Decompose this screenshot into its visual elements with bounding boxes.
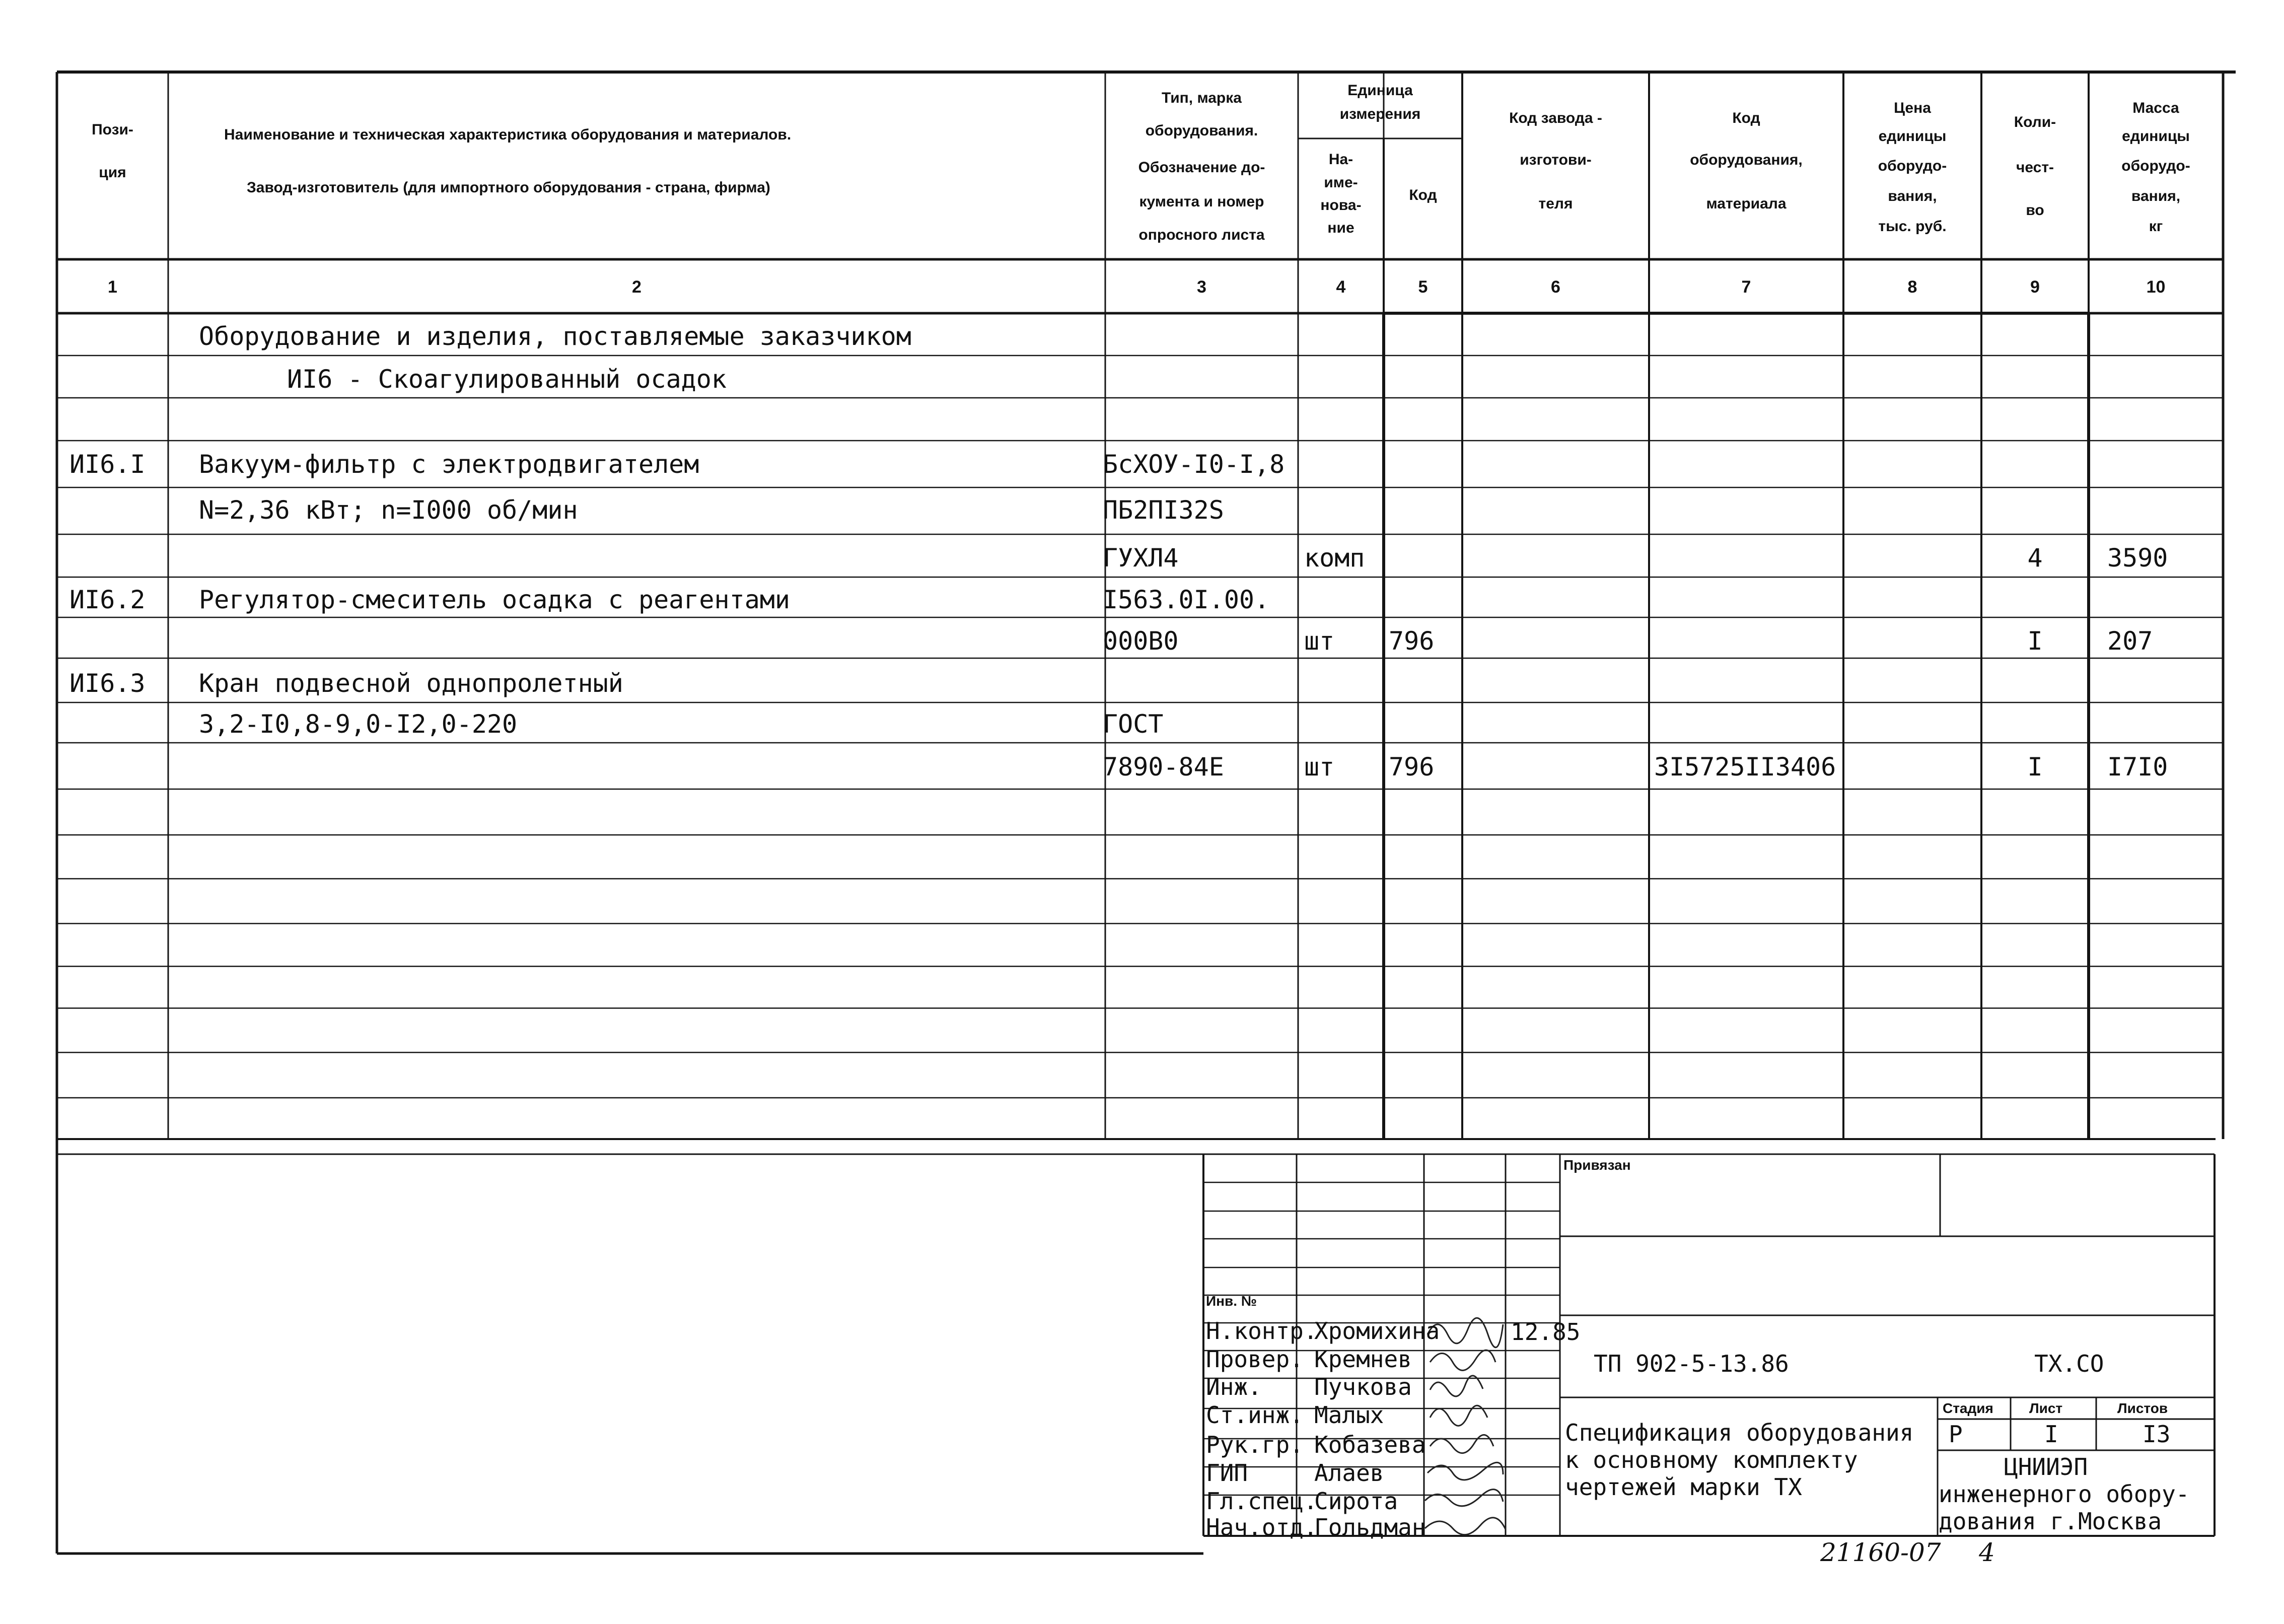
signature-date: 12.85 — [1511, 1318, 1581, 1346]
row-name: Регулятор-смеситель осадка с реагентами — [199, 585, 790, 614]
handwritten-signature — [1425, 1490, 1503, 1506]
column-number: 10 — [2146, 277, 2166, 297]
header-type: Обозначение до- — [1138, 159, 1265, 176]
header-unit-code: Код — [1409, 187, 1437, 203]
row-type: 7890-84Е — [1103, 752, 1224, 782]
row-quantity: 4 — [2027, 543, 2043, 573]
document-title: к основному комплекту — [1565, 1446, 1858, 1473]
header-material-code: Код — [1732, 110, 1760, 126]
header-quantity: Коли- — [2014, 114, 2056, 130]
header-unit-group: измерения — [1339, 106, 1421, 122]
header-price: вания, — [1888, 188, 1937, 204]
header-mass: кг — [2149, 218, 2163, 235]
column-number: 1 — [108, 277, 117, 297]
stage-label: Стадия — [1943, 1400, 1993, 1416]
header-plant-code: изготови- — [1520, 152, 1592, 168]
row-position: ИI6.3 — [69, 669, 146, 698]
signatory-name: Алаев — [1314, 1459, 1384, 1487]
header-unit-name: нова- — [1320, 197, 1362, 214]
column-number: 7 — [1741, 277, 1751, 297]
organization-name: инженерного обору- — [1939, 1480, 2190, 1508]
header-material-code: материала — [1706, 195, 1787, 212]
header-position: Пози- — [92, 121, 133, 138]
row-name: ИI6 - Скоагулированный осадок — [287, 365, 727, 394]
row-unit: шт — [1304, 626, 1335, 656]
row-type: 000В0 — [1103, 626, 1179, 656]
column-number: 9 — [2030, 277, 2040, 297]
row-material-code: 3I5725II3406 — [1654, 752, 1836, 782]
column-number: 6 — [1551, 277, 1560, 297]
row-name: N=2,36 кВт; n=I000 об/мин — [199, 496, 578, 525]
column-number: 8 — [1907, 277, 1917, 297]
row-unit: комп — [1304, 543, 1365, 573]
document-title: чертежей марки ТХ — [1565, 1473, 1802, 1501]
signatory-name: Малых — [1314, 1401, 1384, 1429]
signatory-name: Кремнев — [1314, 1346, 1412, 1373]
row-type: ПБ2ПI32S — [1103, 496, 1224, 525]
row-mass: I7I0 — [2107, 752, 2168, 782]
signatory-role: ГИП — [1206, 1459, 1248, 1487]
row-position: ИI6.I — [69, 450, 146, 479]
handwritten-signature — [1428, 1462, 1503, 1480]
header-price: тыс. руб. — [1878, 218, 1947, 235]
sheets-label: Листов — [2117, 1400, 2168, 1416]
header-position: ция — [99, 164, 126, 181]
header-type: кумента и номер — [1139, 193, 1264, 210]
sheet-value: I — [2044, 1421, 2058, 1448]
signatory-role: Рук.гр. — [1206, 1431, 1304, 1458]
inventory-number-label: Инв. № — [1206, 1293, 1257, 1309]
row-type: I563.0I.00. — [1103, 585, 1270, 614]
header-manufacturer: Завод-изготовитель (для импортного оборудования - страна, фирма) — [247, 179, 770, 196]
row-type: БсХОУ-I0-I,8 — [1103, 450, 1285, 479]
header-mass: оборудо- — [2121, 158, 2190, 174]
signatory-name: Хромихина — [1314, 1317, 1440, 1345]
header-type: опросного листа — [1138, 227, 1265, 243]
row-mass: 3590 — [2107, 543, 2168, 573]
header-type: оборудования. — [1145, 122, 1258, 139]
signatory-name: Пучкова — [1314, 1373, 1412, 1400]
column-number: 5 — [1418, 277, 1428, 297]
row-name: Оборудование и изделия, поставляемые заказчиком — [199, 322, 911, 351]
header-unit-group: Единица — [1347, 82, 1413, 99]
header-type: Тип, марка — [1162, 90, 1242, 106]
row-unit-code: 796 — [1389, 752, 1435, 782]
row-unit: шт — [1304, 752, 1335, 782]
handwritten-signature — [1430, 1435, 1493, 1453]
row-name: Вакуум-фильтр с электродвигателем — [199, 450, 699, 479]
header-quantity: во — [2026, 202, 2044, 219]
document-title: Спецификация оборудования — [1565, 1419, 1914, 1446]
header-unit-name: ние — [1327, 220, 1354, 236]
archive-page: 4 — [1979, 1538, 1995, 1567]
document-mark: ТХ.СО — [2034, 1350, 2104, 1377]
privyazan-label: Привязан — [1563, 1157, 1631, 1173]
signatory-role: Нач.отд. — [1206, 1514, 1318, 1541]
header-material-code: оборудования, — [1690, 152, 1803, 168]
header-quantity: чест- — [2016, 159, 2054, 176]
row-type: ГОСТ — [1103, 710, 1164, 739]
row-name: Кран подвесной однопролетный — [199, 669, 623, 698]
sheets-value: I3 — [2143, 1421, 2171, 1448]
signatory-role: Провер. — [1206, 1346, 1304, 1373]
row-type: ГУХЛ4 — [1103, 543, 1179, 573]
signatory-name: Сирота — [1314, 1488, 1398, 1515]
row-position: ИI6.2 — [69, 585, 146, 614]
stage-value: Р — [1949, 1421, 1963, 1448]
handwritten-signature — [1430, 1350, 1495, 1370]
signatory-role: Гл.спец. — [1206, 1488, 1318, 1515]
signatory-role: Инж. — [1206, 1373, 1262, 1400]
row-quantity: I — [2027, 626, 2043, 656]
header-price: оборудо- — [1878, 158, 1947, 174]
document-code: ТП 902-5-13.86 — [1594, 1350, 1789, 1377]
organization-name: дования г.Москва — [1939, 1508, 2162, 1535]
header-mass: единицы — [2122, 128, 2190, 145]
header-unit-name: На- — [1328, 151, 1353, 168]
column-number: 3 — [1197, 277, 1206, 297]
header-mass: вания, — [2131, 188, 2181, 204]
sheet-label: Лист — [2029, 1400, 2063, 1416]
signatory-role: Ст.инж. — [1206, 1401, 1304, 1429]
signatory-name: Гольдман — [1314, 1514, 1426, 1541]
signatory-name: Кобазева — [1314, 1431, 1426, 1458]
organization-name: ЦНИИЭП — [2004, 1453, 2088, 1480]
column-number: 2 — [632, 277, 641, 297]
header-plant-code: теля — [1538, 195, 1573, 212]
header-name: Наименование и техническая характеристика оборудования и материалов. — [224, 126, 792, 143]
header-price: Цена — [1894, 100, 1931, 116]
row-name: 3,2-I0,8-9,0-I2,0-220 — [199, 710, 518, 739]
header-price: единицы — [1878, 128, 1947, 145]
header-unit-name: име- — [1324, 174, 1358, 191]
row-mass: 207 — [2107, 626, 2153, 656]
header-plant-code: Код завода - — [1509, 110, 1602, 126]
column-number: 4 — [1336, 277, 1346, 297]
archive-number: 21160-07 — [1820, 1538, 1941, 1567]
header-mass: Масса — [2132, 100, 2179, 116]
handwritten-signature — [1425, 1518, 1506, 1535]
signatory-role: Н.контр. — [1206, 1317, 1318, 1345]
row-quantity: I — [2027, 752, 2043, 782]
row-unit-code: 796 — [1389, 626, 1435, 656]
